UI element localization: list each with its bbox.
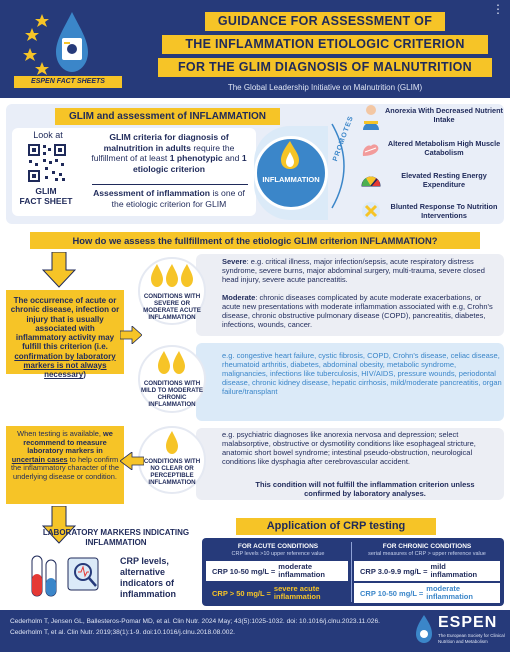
crp-acute-title: FOR ACUTE CONDITIONS: [237, 543, 319, 550]
espen-logo-sub: The European Society for Clinical Nutrition and Metabolism: [438, 633, 505, 644]
crp-acute-level-2: CRP > 50 mg/L =: [212, 588, 271, 598]
crp-acute-row-1: [206, 561, 348, 581]
three-flames-icon: [150, 263, 194, 289]
espen-logo-icon: [414, 614, 434, 644]
condition-3-note: This condition will not fulfill the inflammation criterion unless confirmed by laboratory analyses.: [255, 480, 475, 498]
lab-markers-title: LABORATORY MARKERS INDICATING INFLAMMATION: [42, 528, 190, 547]
moderate-title: Moderate: [222, 293, 256, 302]
assessment-text: [86, 188, 252, 209]
criteria-part-1: GLIM criteria for diagnosis of: [109, 132, 229, 142]
inflammation-label: INFLAMMATION: [262, 175, 320, 184]
criteria-part-3: require the fulfillment of at least: [91, 142, 235, 163]
gauge-icon: [360, 170, 382, 188]
crp-chronic-title: FOR CHRONIC CONDITIONS: [382, 543, 472, 550]
condition-2-text: e.g. congestive heart failure, cystic fibrosis, COPD, Crohn's disease, celiac disease, rheumatoid arthritis, diabetes, abdominal obesity, metabolic syndrome, malignancies, infections like tuberculosis, HIV/AIDS, pressure wounds, periodontal disease, chronic kidney disease, hepatic cirrhosis, mild/moderate pancreatitis, organ failure/transplant: [222, 351, 502, 396]
effect-label-2: Altered Metabolism High Muscle Catabolism: [387, 139, 501, 157]
muscle-icon: [360, 138, 382, 160]
qr-code-icon[interactable]: [27, 143, 67, 183]
crp-chronic-row-1: [354, 561, 500, 581]
testing-part-c: uncertain cases: [11, 454, 68, 464]
effect-label-3: Elevated Resting Energy Expenditure: [401, 171, 487, 189]
crp-acute-meaning-1: moderate inflammation: [278, 562, 325, 579]
occurrence-text: [10, 296, 120, 380]
testing-part-a: When testing is available,: [17, 429, 103, 438]
crp-acute-level-1: CRP 10-50 mg/L =: [212, 566, 276, 576]
glim-criteria-text: [86, 132, 252, 174]
criteria-part-6: 1 etiologic criterion: [132, 153, 247, 174]
severe-title: Severe: [222, 257, 247, 266]
espen-logo-text: ESPEN: [438, 614, 498, 631]
condition-1-moderate: [222, 293, 500, 329]
person-eating-icon: [360, 104, 382, 130]
occurrence-part-3: ): [83, 370, 86, 380]
moderate-text: : chronic diseases complicated by acute moderate exacerbations, or acute new presentations with moderate inflammation associated with e.g, Crohn's disease, chronic obstructive pulmonary disease (COPD), pancreatitis, diabetes, infections, wounds, cancer.: [222, 293, 493, 329]
reference-1[interactable]: Cederholm T, Jensen GL, Ballesteros-Pomar MD, et al. Clin Nutr. 2024 May; 43(5):1025-1032. doi: 10.1016/j.clnu.2023.11.026.: [10, 618, 380, 625]
testing-part-b: we recommend to measure laboratory markers in: [23, 429, 113, 456]
look-at-label: Look at: [33, 130, 63, 140]
one-flame-icon: [165, 430, 179, 456]
crp-levels-text: CRP levels, alternative indicators of inflammation: [120, 556, 177, 599]
crp-acute-row-2: [206, 583, 348, 603]
crp-acute-sub: CRP levels >10 upper reference value: [231, 551, 325, 557]
condition-1-severe: [222, 257, 500, 284]
condition-label-3: CONDITIONS WITH NO CLEAR OR PERCEPTIBLE INFLAMMATION: [143, 458, 201, 486]
crp-title: Application of CRP testing: [236, 518, 436, 535]
criteria-part-5: and: [222, 153, 240, 163]
lab-tubes-icon: [26, 550, 106, 600]
header-subtitle: The Global Leadership Initiative on Malnutrition (GLIM): [227, 83, 423, 92]
crp-chronic-row-2: [354, 583, 500, 603]
fact-sheets-label: ESPEN FACT SHEETS: [14, 76, 122, 88]
reference-2[interactable]: Cederholm T, et al. Clin Nutr. 2019;38(1):1-9. doi:10.1016/j.clnu.2018.08.002.: [10, 629, 235, 636]
crp-chronic-meaning-2: moderate inflammation: [426, 584, 473, 601]
two-flames-icon: [157, 350, 187, 376]
condition-3-text: e.g. psychiatric diagnoses like anorexia nervosa and depression; select malabsorptive, obstructive or dysmotility conditions like esophageal stricture, anatomic short bowel syndrome; intestinal pseudo-obstruction, neurological conditions like dysphagia after cerebrovascular accident.: [222, 430, 476, 466]
effect-label-1: Anorexia With Decreased Nutrient Intake: [385, 106, 503, 124]
crp-chronic-level-2: CRP 10-50 mg/L =: [360, 588, 424, 598]
right-arrow-icon: [120, 326, 142, 344]
question-banner: How do we assess the fullfillment of the etiologic GLIM criterion INFLAMMATION?: [30, 232, 480, 249]
criteria-part-2: malnutrition in adults: [103, 142, 191, 153]
condition-label-2: CONDITIONS WITH MILD TO MODERATE CHRONIC INFLAMMATION: [141, 380, 203, 408]
testing-part-d: to help confirm the inflammatory character of the underlying disease or condition.: [10, 454, 120, 481]
blocked-food-icon: [360, 200, 382, 222]
crp-chronic-level-1: CRP 3.0-9.9 mg/L =: [360, 566, 428, 576]
criteria-divider: [92, 184, 248, 185]
left-arrow-icon: [120, 452, 144, 470]
crp-chronic-meaning-1: mild inflammation: [430, 562, 478, 579]
flame-icon: [279, 140, 301, 170]
title-line-2: THE INFLAMMATION ETIOLOGIC CRITERION: [162, 35, 488, 54]
severe-text: : e.g. critical illness, major infection/sepsis, acute respiratory distress syndrome, severe burns, major abdominal surgery, multi-trauma, severe closed head injury, severe acute pancreatitis.: [222, 257, 485, 284]
crp-divider: [351, 542, 352, 602]
effect-label-4: Blunted Response To Nutrition Interventions: [390, 202, 498, 220]
crp-chronic-sub: serial measures of CRP > upper reference value: [368, 551, 486, 557]
down-arrow-icon-1: [42, 252, 76, 288]
glim-section-tag: GLIM and assessment of INFLAMMATION: [55, 108, 280, 125]
occurrence-part-1: The occurrence of acute or chronic disease, infection or injury that is usually associated with inflammatory activity may fulfill this criterion (i.e.: [10, 296, 120, 352]
glim-fact-sheet-label: GLIM FACT SHEET: [19, 186, 73, 206]
title-line-1: GUIDANCE FOR ASSESSMENT OF: [205, 12, 445, 31]
condition-label-1: CONDITIONS WITH SEVERE OR MODERATE ACUTE INFLAMMATION: [143, 293, 201, 321]
promotes-label: PROMOTES: [332, 114, 356, 163]
criteria-part-4: 1 phenotypic: [169, 153, 223, 163]
occurrence-part-2: confirmation by laboratory markers is not always necessary: [14, 351, 116, 380]
testing-text: [10, 430, 120, 482]
assessment-rest: is one of the etiologic criterion for GLIM: [111, 188, 245, 209]
title-line-3: FOR THE GLIM DIAGNOSIS OF MALNUTRITION: [158, 58, 492, 77]
crp-acute-meaning-2: severe acute inflammation: [273, 584, 321, 601]
assessment-bold: Assessment of inflammation: [93, 188, 211, 198]
more-options-icon[interactable]: ⋮: [492, 2, 504, 16]
